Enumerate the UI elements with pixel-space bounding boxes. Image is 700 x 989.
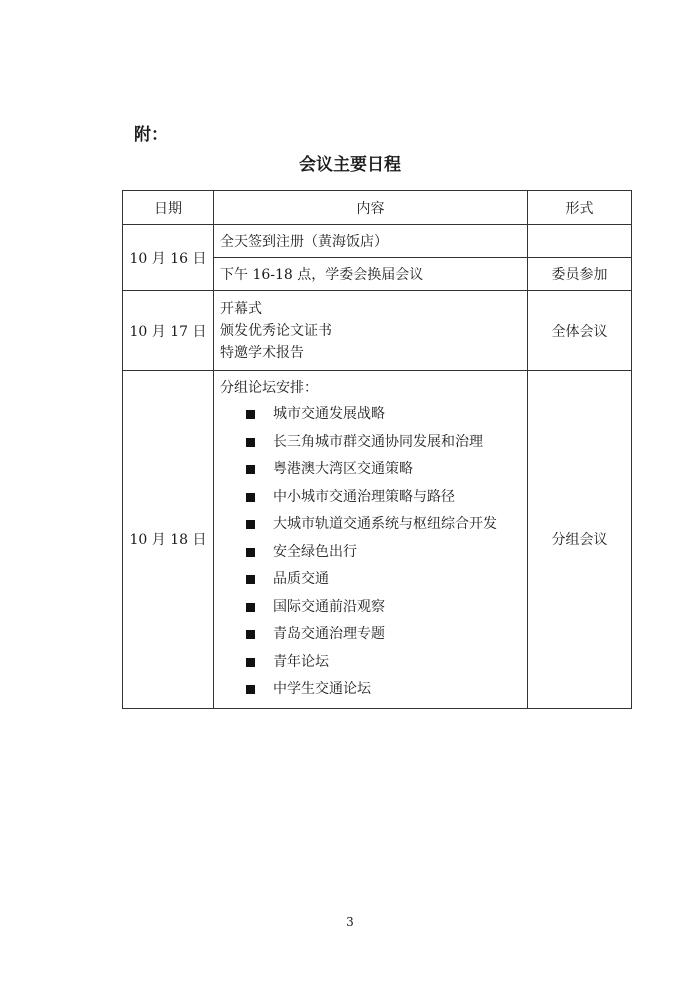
forum-name: 青年论坛 (273, 653, 329, 670)
forum-name: 国际交通前沿观察 (273, 598, 385, 615)
forum-name: 大城市轨道交通系统与枢纽综合开发 (273, 516, 497, 532)
agenda-item: 特邀学术报告 (220, 344, 304, 361)
forums-heading: 分组论坛安排： (220, 380, 318, 396)
header-content: 内容 (214, 191, 528, 225)
table-row (123, 225, 632, 258)
forum-name: 中学生交通论坛 (273, 681, 371, 697)
list-item (220, 566, 521, 594)
schedule-table (122, 190, 632, 709)
date-cell-oct18: 10 月 18 日 (123, 371, 214, 709)
form-cell: 委员参加 (528, 258, 632, 291)
list-item (220, 511, 521, 539)
list-item (220, 484, 521, 512)
square-bullet-icon (246, 630, 255, 639)
square-bullet-icon (246, 575, 255, 584)
square-bullet-icon (246, 548, 255, 557)
forum-name: 长三角城市群交通协同发展和治理 (273, 433, 483, 450)
form-cell: 分组会议 (528, 371, 632, 709)
header-form: 形式 (528, 191, 632, 225)
square-bullet-icon (246, 603, 255, 612)
content-cell (214, 371, 528, 709)
date-cell-oct17: 10 月 17 日 (123, 291, 214, 371)
forum-name: 青岛交通治理专题 (273, 626, 385, 642)
list-item (220, 594, 521, 622)
square-bullet-icon (246, 685, 255, 694)
content-cell (214, 291, 528, 371)
table-row (123, 291, 632, 371)
list-item (220, 401, 521, 429)
date-cell-oct16: 10 月 16 日 (123, 225, 214, 291)
list-item (220, 676, 521, 704)
list-item (220, 539, 521, 567)
agenda-item: 开幕式 (220, 300, 262, 317)
square-bullet-icon (246, 465, 255, 474)
list-item (220, 456, 521, 484)
table-row (123, 371, 632, 709)
list-item (220, 649, 521, 677)
table-header-row (123, 191, 632, 225)
schedule-title: 会议主要日程 (299, 155, 401, 175)
forum-name: 品质交通 (273, 571, 329, 587)
list-item (220, 621, 521, 649)
content-cell: 下午 16-18 点，学委会换届会议 (214, 258, 528, 291)
content-cell: 全天签到注册（黄海饭店） (214, 225, 528, 258)
square-bullet-icon (246, 410, 255, 419)
forum-name: 中小城市交通治理策略与路径 (273, 488, 455, 505)
forum-name: 粤港澳大湾区交通策略 (273, 461, 413, 477)
square-bullet-icon (246, 438, 255, 447)
square-bullet-icon (246, 658, 255, 667)
form-cell: 全体会议 (528, 291, 632, 371)
forum-name: 城市交通发展战略 (273, 406, 385, 422)
header-date: 日期 (123, 191, 214, 225)
page-number: 3 (346, 915, 354, 929)
attachment-label: 附： (134, 125, 168, 145)
forum-list (220, 401, 521, 704)
forum-name: 安全绿色出行 (273, 543, 357, 560)
square-bullet-icon (246, 493, 255, 502)
square-bullet-icon (246, 520, 255, 529)
form-cell (528, 225, 632, 258)
agenda-item: 颁发优秀论文证书 (220, 322, 332, 339)
list-item (220, 429, 521, 457)
